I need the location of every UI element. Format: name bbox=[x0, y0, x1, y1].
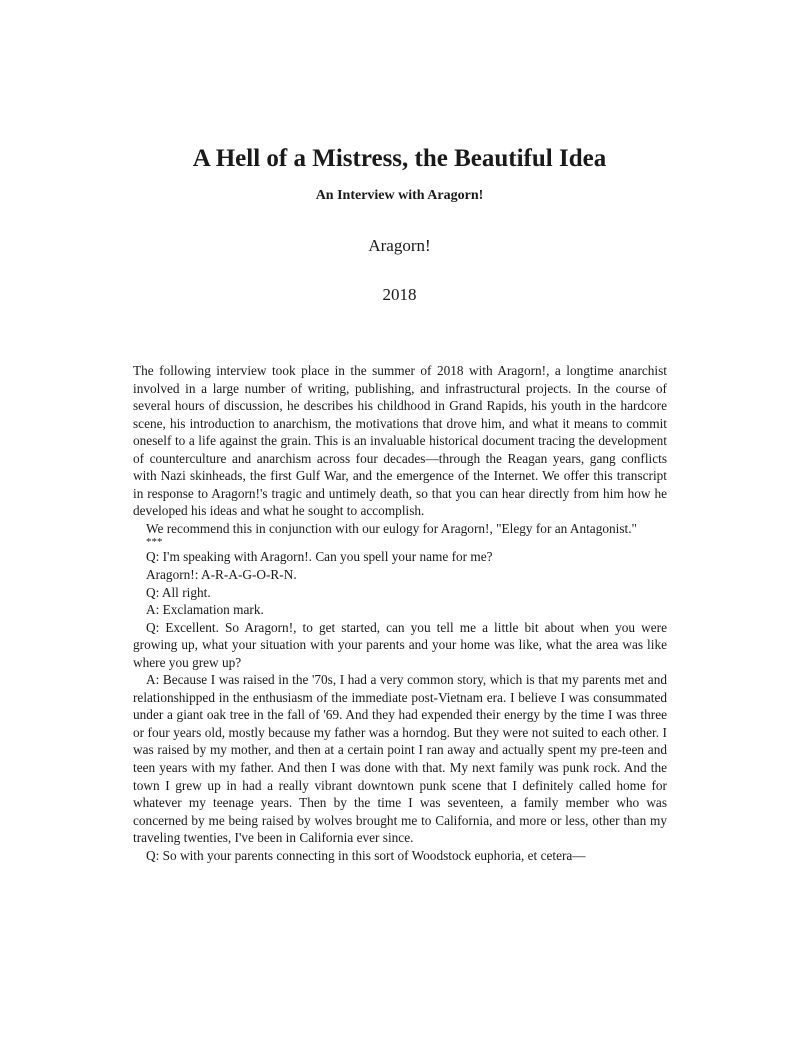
intro-paragraph: The following interview took place in the summer of 2018 with Aragorn!, a longtime anarchist involved in a large number of writing, publishing, and infrastructural projects. In the course of several hours of discussion, he describes his childhood in Grand Rapids, his youth in the hardcore scene, his introduction to anarchism, the motivations that drove him, and what it means to commit oneself to a life against the grain. This is an invaluable historical document tracing the development of counterculture and anarchism across four decades—through the Reagan years, gang conflicts with Nazi skinheads, the first Gulf War, and the emergence of the Internet. We offer this transcript in response to Aragorn!'s tragic and untimely death, so that you can hear directly from him how he developed his ideas and what he sought to accomplish. bbox=[133, 363, 667, 519]
interview-line: A: Because I was raised in the '70s, I had a very common story, which is that my parents met and relationshipped in the enthusiasm of the immediate post-Vietnam era. I believe I was consummated under a giant oak tree in the fall of '69. And they had expended their energy by the time I was three or four years old, mostly because my father was a horndog. But they were not suited to each other. I was raised by my mother, and then at a certain point I ran away and actually spent my pre-teen and teen years with my father. And then I was done with that. My next family was punk rock. And the town I grew up in had a really vibrant downtown punk scene that I definitely called home for whatever my teenage years. Then by the time I was seventeen, a family member who was concerned by me being raised by wolves brought me to California, and more or less, other than my traveling twenties, I've been in California ever since. bbox=[133, 672, 667, 846]
document-author: Aragorn! bbox=[368, 236, 431, 255]
interview-line: A: Exclamation mark. bbox=[146, 602, 264, 618]
section-separator: *** bbox=[146, 536, 163, 549]
interview-line: Aragorn!: A-R-A-G-O-R-N. bbox=[146, 567, 297, 583]
document-body bbox=[133, 362, 667, 864]
interview-line: Q: So with your parents connecting in this sort of Woodstock euphoria, et cetera— bbox=[146, 847, 586, 863]
interview-line: Q: Excellent. So Aragorn!, to get started, can you tell me a little bit about when you were growing up, what your situation with your parents and your home was like, what the area was like where you grew up? bbox=[133, 619, 667, 670]
interview-line: Q: I'm speaking with Aragorn!. Can you spell your name for me? bbox=[146, 549, 493, 565]
document-title: A Hell of a Mistress, the Beautiful Idea bbox=[192, 145, 607, 172]
document-subtitle: An Interview with Aragorn! bbox=[315, 188, 484, 203]
document-date: 2018 bbox=[382, 285, 417, 304]
recommendation-paragraph: We recommend this in conjunction with our eulogy for Aragorn!, "Elegy for an Antagonist." bbox=[146, 520, 637, 536]
interview-line: Q: All right. bbox=[146, 584, 211, 600]
